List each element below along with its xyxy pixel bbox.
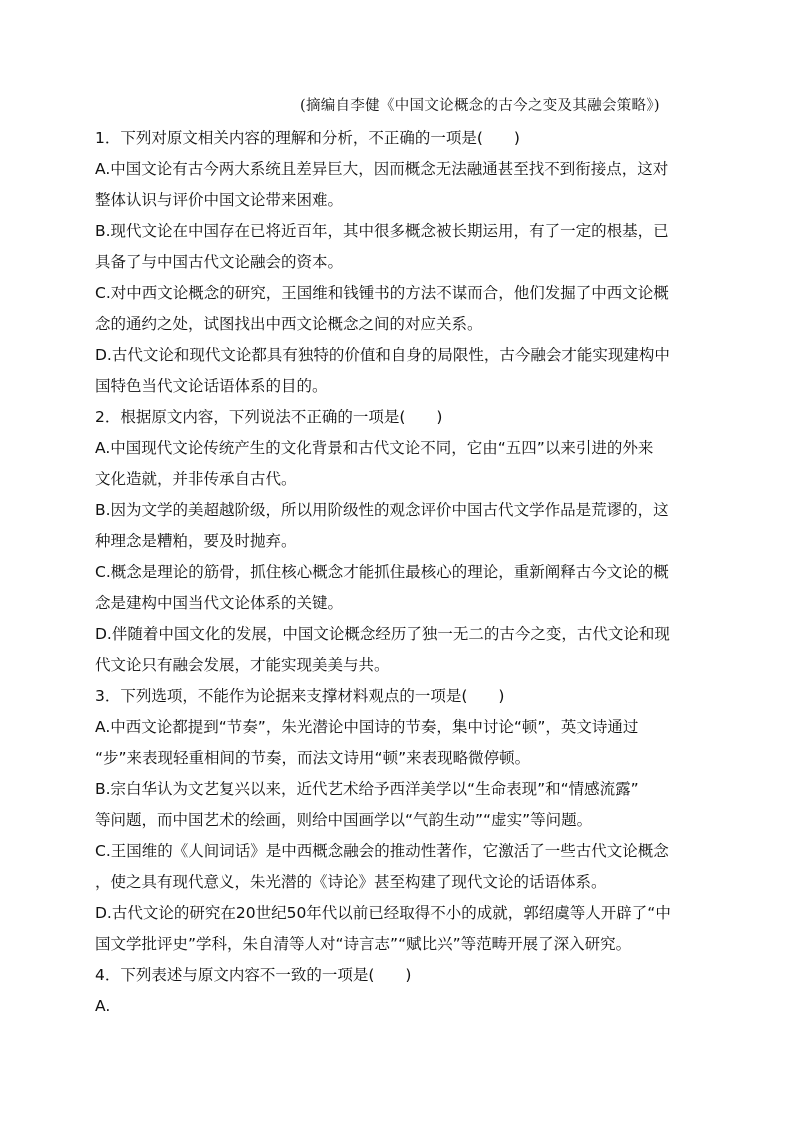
question-3-option-a-cont: “步”来表现轻重相间的节奏，而法文诗用“顿”来表现略微停顿。 — [95, 749, 531, 767]
question-content — [95, 124, 705, 1023]
question-2-option-b-cont: 种理念是糟粕，要及时抛弃。 — [95, 532, 297, 550]
question-1-option-d: D.古代文论和现代文论都具有独特的价值和自身的局限性，古今融会才能实现建构中 — [95, 346, 670, 364]
question-2-option-b: B.因为文学的美超越阶级，所以用阶级性的观念评价中国古代文学作品是荒谬的，这 — [95, 501, 669, 519]
question-2-option-d: D.伴随着中国文化的发展，中国文论概念经历了独一无二的古今之变，古代文论和现 — [95, 625, 670, 643]
question-4-stem: 4．下列表述与原文内容不一致的一项是( ) — [95, 966, 412, 984]
source-citation: (摘编自李健《中国文论概念的古今之变及其融会策略》) — [300, 98, 660, 114]
question-2-option-a-cont: 文化造就，并非传承自古代。 — [95, 470, 297, 488]
question-3-option-d-cont: 国文学批评史”学科，朱自清等人对“诗言志”“赋比兴”等范畴开展了深入研究。 — [95, 935, 632, 953]
question-3-option-d: D.古代文论的研究在20世纪50年代以前已经取得不小的成就，郭绍虞等人开辟了“中 — [95, 904, 671, 922]
question-3-option-b: B.宗白华认为文艺复兴以来，近代艺术给予西洋美学以“生命表现”和“情感流露” — [95, 780, 639, 798]
question-2-option-c: C.概念是理论的筋骨，抓住核心概念才能抓住最核心的理论，重新阐释古今文论的概 — [95, 563, 669, 581]
question-1-stem: 1．下列对原文相关内容的理解和分析，不正确的一项是( ) — [95, 129, 520, 147]
question-3-option-a: A.中西文论都提到“节奏”，朱光潜论中国诗的节奏，集中讨论“顿”，英文诗通过 — [95, 718, 639, 736]
question-2-option-c-cont: 念是建构中国当代文论体系的关键。 — [95, 594, 344, 612]
question-2-option-d-cont: 代文论只有融会发展，才能实现美美与共。 — [95, 656, 390, 674]
question-3-option-c: C.王国维的《人间词话》是中西概念融会的推动性著作，它激活了一些古代文论概念 — [95, 842, 669, 860]
question-3-stem: 3．下列选项，不能作为论据来支撑材料观点的一项是( ) — [95, 687, 505, 705]
question-2-option-a: A.中国现代文论传统产生的文化背景和古代文论不同，它由“五四”以来引进的外来 — [95, 439, 654, 457]
question-1-option-c-cont: 念的通约之处，试图找出中西文论概念之间的对应关系。 — [95, 315, 483, 333]
question-3-option-b-cont: 等问题，而中国艺术的绘画，则给中国画学以“气韵生动”“虚实”等问题。 — [95, 811, 593, 829]
question-1-option-a: A.中国文论有古今两大系统且差异巨大，因而概念无法融通甚至找不到衔接点，这对 — [95, 160, 669, 178]
question-1-option-a-cont: 整体认识与评价中国文论带来困难。 — [95, 191, 344, 209]
question-1-option-b: B.现代文论在中国存在已将近百年，其中很多概念被长期运用，有了一定的根基，已 — [95, 222, 669, 240]
question-4-option-a: A. — [95, 997, 111, 1015]
question-1-option-c: C.对中西文论概念的研究，王国维和钱锺书的方法不谋而合，他们发掘了中西文论概 — [95, 284, 669, 302]
question-1-option-d-cont: 国特色当代文论话语体系的目的。 — [95, 377, 328, 395]
question-1-option-b-cont: 具备了与中国古代文论融会的资本。 — [95, 253, 344, 271]
question-2-stem: 2．根据原文内容，下列说法不正确的一项是( ) — [95, 408, 443, 426]
question-3-option-c-cont: ，使之具有现代意义，朱光潜的《诗论》甚至构建了现代文论的话语体系。 — [95, 873, 607, 891]
